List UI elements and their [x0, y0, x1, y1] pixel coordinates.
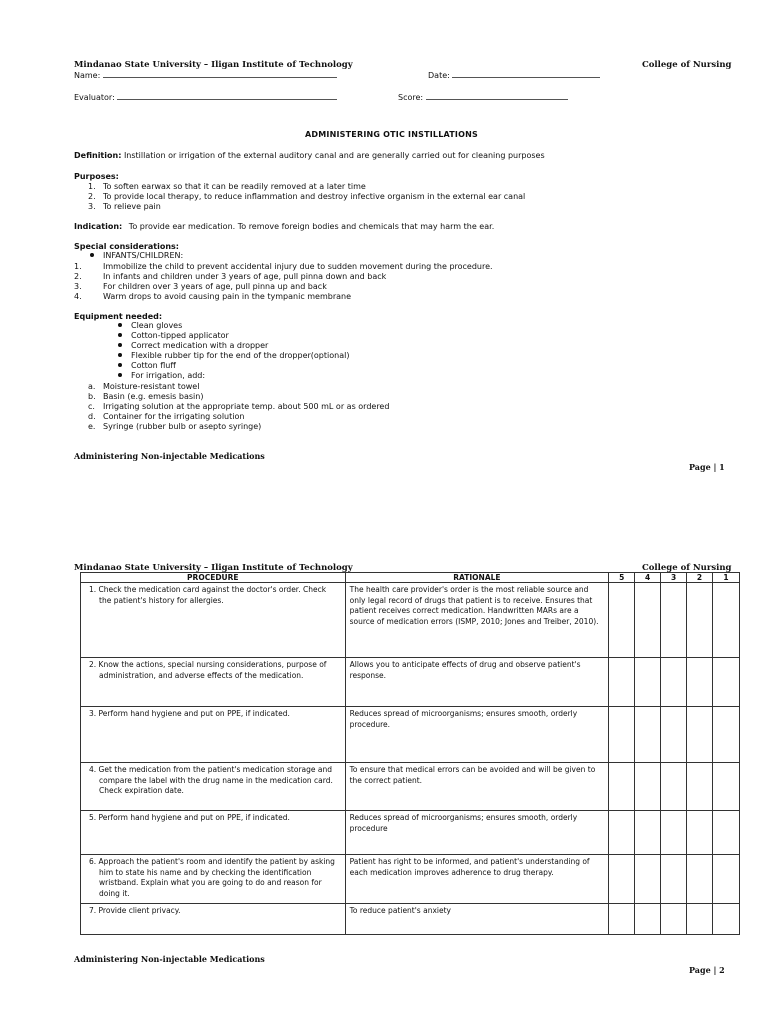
score-cell[interactable] — [661, 904, 687, 935]
evaluator-field[interactable] — [74, 92, 337, 102]
score-cell[interactable] — [635, 583, 661, 658]
list-item: INFANTS/CHILDREN: — [90, 251, 183, 261]
document-title: ADMINISTERING OTIC INSTILLATIONS — [305, 130, 478, 139]
page2-footer-title: Administering Non-injectable Medications — [74, 954, 265, 964]
score-1-header: 1 — [713, 573, 740, 583]
rationale-cell: Patient has right to be informed, and patient's understanding of each medication improves adherence to drug therapy. — [345, 855, 609, 904]
bullet-icon — [118, 343, 122, 347]
rationale-cell: Reduces spread of microorganisms; ensures smooth, orderly procedure. — [345, 707, 609, 763]
list-item: Correct medication with a dropper — [118, 341, 268, 351]
page1-header-college: College of Nursing — [642, 60, 732, 70]
list-item: Cotton fluff — [118, 361, 176, 371]
score-cell[interactable] — [713, 707, 740, 763]
list-item: For irrigation, add: — [118, 371, 205, 381]
score-cell[interactable] — [635, 707, 661, 763]
table-header-row — [81, 573, 740, 583]
table-row — [81, 811, 740, 855]
score-cell[interactable] — [609, 811, 635, 855]
score-cell[interactable] — [635, 763, 661, 811]
score-cell[interactable] — [609, 855, 635, 904]
procedure-cell: 2. Know the actions, special nursing considerations, purpose of administration, and adverse effects of the medication. — [81, 658, 346, 707]
score-cell[interactable] — [687, 658, 713, 707]
table-row — [81, 904, 740, 935]
table-row — [81, 583, 740, 658]
page2-header-college: College of Nursing — [642, 563, 732, 573]
bullet-icon — [118, 363, 122, 367]
procedure-column-header: PROCEDURE — [81, 573, 346, 583]
score-cell[interactable] — [635, 811, 661, 855]
rationale-cell: To ensure that medical errors can be avoided and will be given to the correct patient. — [345, 763, 609, 811]
rationale-cell: To reduce patient's anxiety — [345, 904, 609, 935]
score-2-header: 2 — [687, 573, 713, 583]
list-item: Clean gloves — [118, 321, 182, 331]
page1-footer-title: Administering Non-injectable Medications — [74, 451, 265, 461]
list-item: Flexible rubber tip for the end of the dropper(optional) — [118, 351, 349, 361]
procedure-cell: 3. Perform hand hygiene and put on PPE, if indicated. — [81, 707, 346, 763]
bullet-icon — [118, 373, 122, 377]
score-field[interactable] — [398, 92, 568, 102]
page1-header-university: Mindanao State University – Iligan Institute of Technology — [74, 60, 353, 70]
name-label: Name: — [74, 71, 101, 80]
score-cell[interactable] — [687, 763, 713, 811]
score-cell[interactable] — [713, 811, 740, 855]
score-cell[interactable] — [661, 811, 687, 855]
procedure-cell: 5. Perform hand hygiene and put on PPE, if indicated. — [81, 811, 346, 855]
rationale-column-header: RATIONALE — [345, 573, 609, 583]
bullet-icon — [90, 253, 94, 257]
procedure-cell: 4. Get the medication from the patient's medication storage and compare the label with the drug name in the medication card. Check expiration date. — [81, 763, 346, 811]
score-cell[interactable] — [661, 763, 687, 811]
score-cell[interactable] — [635, 855, 661, 904]
name-line — [103, 70, 337, 78]
score-cell[interactable] — [713, 658, 740, 707]
table-row — [81, 855, 740, 904]
score-line — [426, 92, 568, 100]
rationale-cell: Allows you to anticipate effects of drug and observe patient's response. — [345, 658, 609, 707]
score-5-header: 5 — [609, 573, 635, 583]
score-cell[interactable] — [661, 707, 687, 763]
score-cell[interactable] — [713, 763, 740, 811]
date-field[interactable] — [428, 70, 600, 80]
indication-text: To provide ear medication. To remove foreign bodies and chemicals that may harm the ear. — [128, 222, 495, 231]
procedure-cell: 1. Check the medication card against the doctor's order. Check the patient's history for allergies. — [81, 583, 346, 658]
procedure-cell: 6. Approach the patient's room and identify the patient by asking him to state his name and by checking the identification wristband. Explain what you are going to do and reason for doing it. — [81, 855, 346, 904]
score-3-header: 3 — [661, 573, 687, 583]
score-cell[interactable] — [609, 904, 635, 935]
score-cell[interactable] — [635, 658, 661, 707]
score-cell[interactable] — [661, 855, 687, 904]
score-4-header: 4 — [635, 573, 661, 583]
score-cell[interactable] — [713, 904, 740, 935]
page2-header-university: Mindanao State University – Iligan Institute of Technology — [74, 563, 353, 573]
definition — [74, 151, 545, 161]
rationale-cell: Reduces spread of microorganisms; ensures smooth, orderly procedure — [345, 811, 609, 855]
score-cell[interactable] — [609, 707, 635, 763]
score-cell[interactable] — [713, 855, 740, 904]
score-cell[interactable] — [713, 583, 740, 658]
score-cell[interactable] — [635, 904, 661, 935]
page2-page-number: Page | 2 — [689, 965, 725, 975]
indication — [74, 222, 494, 232]
bullet-icon — [118, 323, 122, 327]
page1-page-number: Page | 1 — [689, 462, 725, 472]
date-line — [452, 70, 600, 78]
score-cell[interactable] — [687, 707, 713, 763]
score-cell[interactable] — [609, 763, 635, 811]
rationale-cell: The health care provider's order is the most reliable source and only legal record of drugs that patient is to receive. Ensures that patient receives correct medication. Handwritten MARs are a source of medication errors (ISMP, 2010; Jones and Treiber, 2010). — [345, 583, 609, 658]
purposes-label: Purposes: — [74, 172, 119, 181]
score-label: Score: — [398, 93, 424, 102]
procedure-table — [80, 572, 740, 935]
score-cell[interactable] — [661, 583, 687, 658]
score-cell[interactable] — [661, 658, 687, 707]
score-cell[interactable] — [609, 658, 635, 707]
bullet-icon — [118, 333, 122, 337]
score-cell[interactable] — [609, 583, 635, 658]
evaluator-label: Evaluator: — [74, 93, 115, 102]
equipment-label: Equipment needed: — [74, 312, 163, 321]
table-row — [81, 763, 740, 811]
list-item: Cotton-tipped applicator — [118, 331, 229, 341]
indication-label: Indication: — [74, 222, 123, 231]
score-cell[interactable] — [687, 855, 713, 904]
score-cell[interactable] — [687, 904, 713, 935]
definition-label: Definition: — [74, 151, 122, 160]
procedure-cell: 7. Provide client privacy. — [81, 904, 346, 935]
score-cell[interactable] — [687, 811, 713, 855]
table-row — [81, 658, 740, 707]
name-field[interactable] — [74, 70, 337, 80]
evaluator-line — [117, 92, 337, 100]
date-label: Date: — [428, 71, 450, 80]
table-row — [81, 707, 740, 763]
special-considerations-label: Special considerations: — [74, 242, 179, 251]
bullet-icon — [118, 353, 122, 357]
definition-text: Instillation or irrigation of the external auditory canal and are generally carried out for cleaning purposes — [123, 151, 545, 160]
score-cell[interactable] — [687, 583, 713, 658]
